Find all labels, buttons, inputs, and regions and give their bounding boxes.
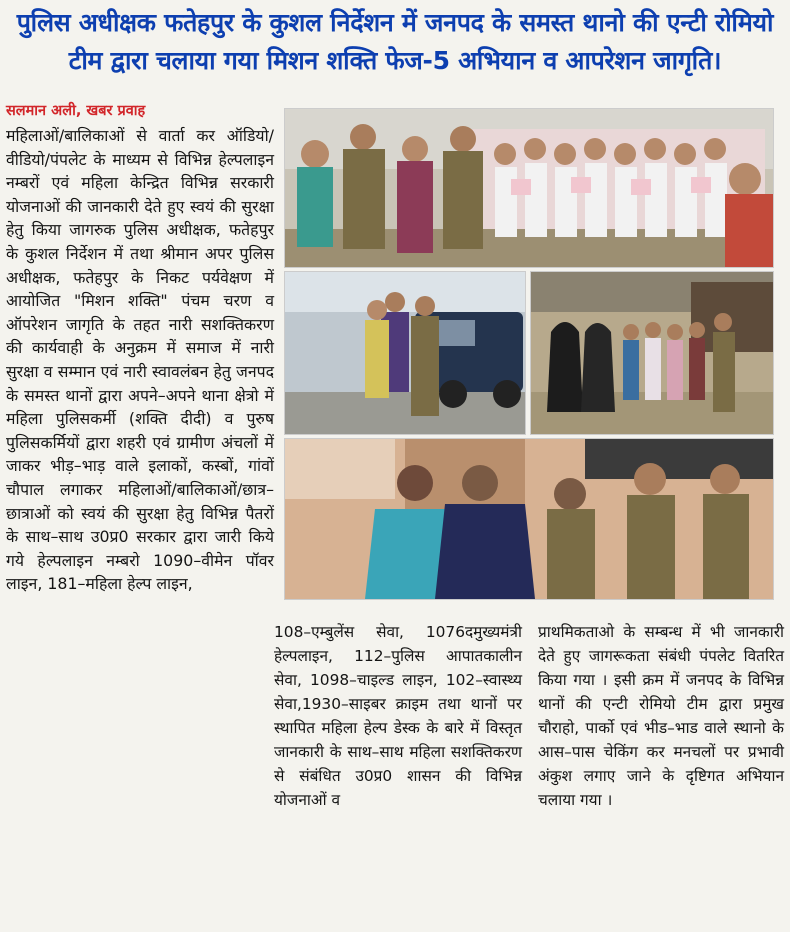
article-column-1: महिलाओं/बालिकाओं से वार्ता कर ऑडियो/वीडियो/पंपलेट के माध्यम से विभिन्न हेल्पलाइन नम्बरों एवं महिला केन्द्रित विभिन्न सरकारी योजनाओं की जानकारी देते हुए स्वयं की सुरक्षा हेतु किया जागरुक पुलिस अधीक्षक, फतेहपुर के कुशल निर्देशन में तथा श्रीमान अपर पुलिस अधीक्षक, फतेहपुर के निकट पर्यवेक्षण में आयोजित "मिशन शक्ति" पंचम चरण व ऑपरेशन जागृति के तहत नारी सशक्तिकरण की कार्यवाही के अनुक्रम में समाज में नारी सुरक्षा व सम्मान एवं नारी स्वावलंबन हेतु जनपद के समस्त थानों द्वारा अपने–अपने थाना क्षेत्रो में महिला पुलिसकर्मी (शक्ति दीदी) व पुरुष पुलिसकर्मियों द्वारा शहरी एवं ग्रामीण अंचलों में जाकर भीड़–भाड़ वाले इलाकों, कस्बों, गांवों चौपाल लगाकर महिलाओं/बालिकाओं/छात्र–छात्राओं को स्वयं की सुरक्षा हेतु विभिन्न पैतरों के साथ–साथ उ0प्र0 सरकार द्वारा जारी किये गये हेल्पलाइन नम्बरो 1090–वीमेन पॉवर लाइन, 181–महिला हेल्प लाइन, — [6, 126, 274, 594]
photo-police-with-students — [284, 108, 774, 268]
article-column-3: प्राथमिकताओ के सम्बन्ध में भी जानकारी देते हुए जागरूकता संबंधी पंपलेट वितरित किया गया । इसी क्रम में जनपद के विभिन्न थानों की एन्टी रोमियो टीम द्वारा प्रमुख चौराहो, पार्को एवं भीड–भाड वाले स्थानो के आस–पास चेकिंग कर मनचलों पर प्रभावी अंकुश लगाए जाने के दृष्टिगत अभियान चलाया गया । — [538, 623, 784, 809]
photo-police-jeep — [284, 271, 526, 435]
photo-street-awareness — [530, 271, 774, 435]
headline — [0, 4, 790, 80]
headline-line-2: टीम द्वारा चलाया गया मिशन शक्ति फेज-5 अभियान व आपरेशन जागृति। — [68, 46, 722, 75]
byline: सलमान अली, खबर प्रवाह — [6, 103, 146, 119]
headline-line-1: पुलिस अधीक्षक फतेहपुर के कुशल निर्देशन में जनपद के समस्त थानो की एन्टी रोमियो — [16, 8, 774, 37]
photo-police-with-women — [284, 438, 774, 600]
article-column-2: 108–एम्बुलेंस सेवा, 1076दमुख्यमंत्री हेल्पलाइन, 112–पुलिस आपातकालीन सेवा, 1098–चाइल्ड लाइन, 102–स्वास्थ्य सेवा,1930–साइबर क्राइम तथा थानों पर स्थापित महिला हेल्प डेस्क के बारे में विस्तृत जानकारी के साथ–साथ महिला सशक्तिकरण से संबंधित उ0प्र0 शासन की विभिन्न योजनाओं व — [274, 623, 522, 809]
